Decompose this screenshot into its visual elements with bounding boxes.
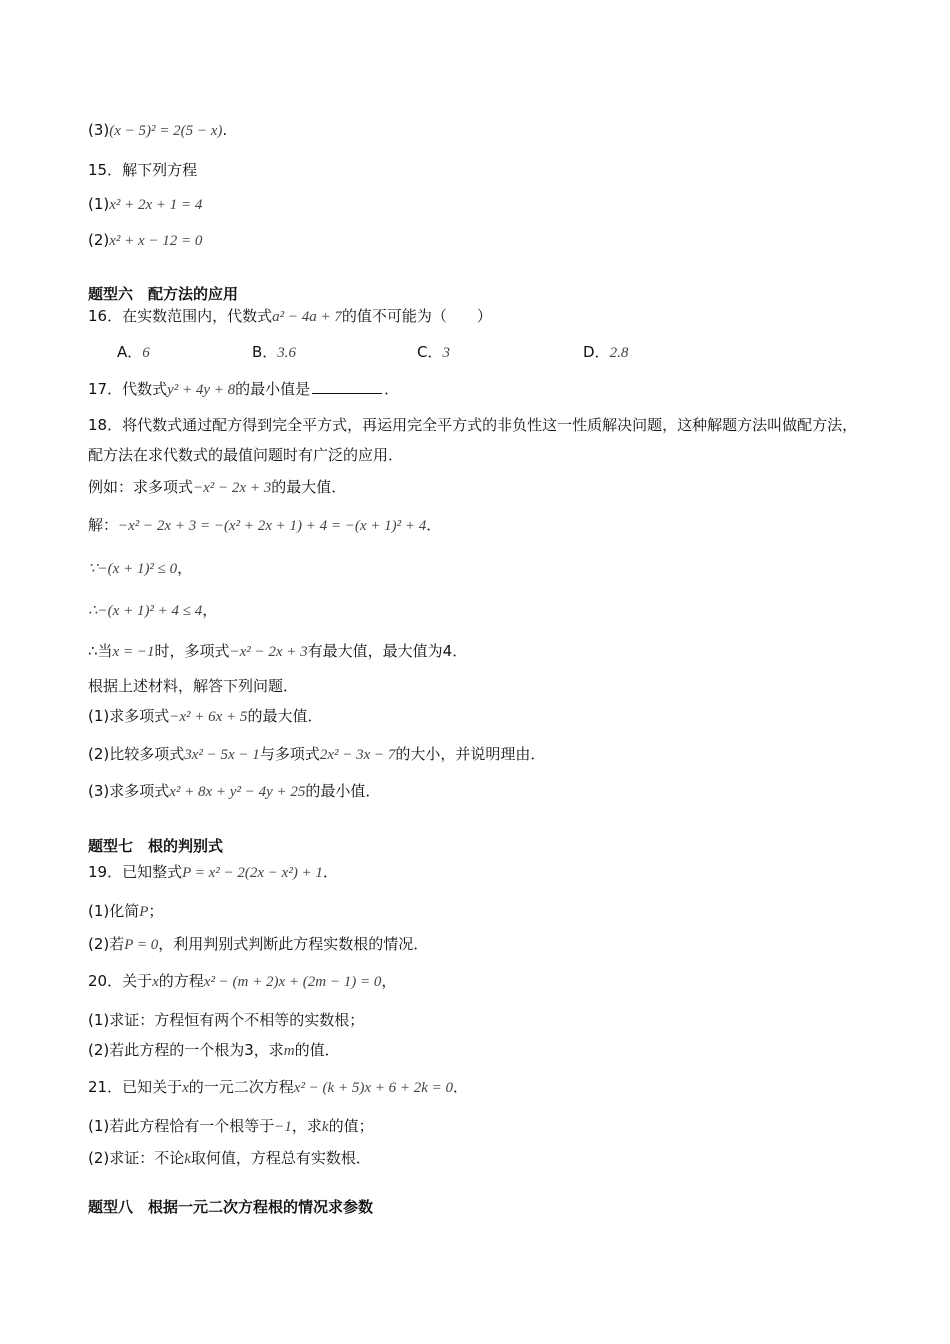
text: ，	[381, 972, 397, 990]
text: 题型六 配方法的应用	[88, 285, 239, 303]
text: (2)若	[88, 935, 125, 953]
text: 的方程	[158, 972, 204, 990]
q18-part2	[88, 744, 545, 765]
equation: P = x² − 2(2x − x²) + 1	[182, 865, 323, 881]
text: (2)若此方程的一个根为3，求	[88, 1041, 284, 1059]
option-b	[252, 342, 296, 363]
option-value: 3.6	[277, 345, 297, 361]
option-label: D．	[583, 343, 610, 361]
text: 的值．	[294, 1041, 340, 1059]
label: (3)	[88, 121, 110, 139]
text: ．	[453, 1078, 469, 1096]
q20-part1	[88, 1010, 364, 1030]
q18-intro	[88, 410, 863, 470]
q19-part1	[88, 901, 163, 922]
text: 的值；	[328, 1117, 374, 1135]
expression: 3x² − 5x − 1	[184, 747, 260, 763]
value: −1	[274, 1119, 292, 1135]
equation: x = −1	[112, 644, 155, 660]
text: (1)化简	[88, 902, 140, 920]
text: 16．在实数范围内，代数式	[88, 307, 273, 325]
text: 时，多项式	[154, 642, 230, 660]
text: 例如：求多项式	[88, 478, 194, 496]
equation: ∴−(x + 1)² + 4 ≤ 4	[88, 603, 203, 619]
text: 题型七 根的判别式	[88, 837, 224, 855]
expression: x² + 8x + y² − 4y + 25	[169, 784, 306, 800]
text: ．	[322, 863, 338, 881]
text: ，利用判别式判断此方程实数根的情况．	[158, 935, 429, 953]
q14-part3	[88, 120, 227, 141]
equation: x² + x − 12 = 0	[109, 233, 203, 249]
solution-step-1	[88, 515, 441, 536]
equation: x² − (k + 5)x + 6 + 2k = 0	[293, 1080, 454, 1096]
expression: 2x² − 3x − 7	[319, 747, 396, 763]
label: (2)	[88, 231, 110, 249]
variable: k	[321, 1119, 329, 1135]
text: 15．解下列方程	[88, 161, 198, 179]
text: (1)若此方程恰有一个根等于	[88, 1117, 275, 1135]
q15-part2	[88, 230, 202, 251]
q21	[88, 1077, 468, 1098]
expression: −x² + 6x + 5	[169, 709, 248, 725]
text: 的最大值．	[271, 478, 347, 496]
text: ，	[177, 559, 193, 577]
variable: k	[184, 1151, 191, 1167]
instructions	[88, 676, 298, 696]
solution-step-2	[88, 558, 192, 579]
expression: −x² − 2x + 3	[229, 644, 308, 660]
text: (2)求证：不论	[88, 1149, 185, 1167]
solution-step-3	[88, 600, 217, 621]
solution-step-4	[88, 641, 467, 662]
section-heading-8	[88, 1197, 373, 1217]
q16	[88, 306, 492, 327]
variable: x	[152, 974, 159, 990]
text: 的最大值．	[247, 707, 323, 725]
option-d	[583, 342, 628, 363]
text: 20．关于	[88, 972, 153, 990]
q19-part2	[88, 934, 428, 955]
q20-part2	[88, 1040, 340, 1061]
text: 有最大值，最大值为4．	[307, 642, 468, 660]
text: 解：	[88, 516, 119, 534]
option-label: C．	[417, 343, 443, 361]
example	[88, 477, 346, 498]
option-value: 3	[442, 345, 450, 361]
text: 的最小值是	[235, 380, 311, 398]
option-c	[417, 342, 450, 363]
option-value: 6	[142, 345, 150, 361]
q18-part1	[88, 706, 322, 727]
q20	[88, 971, 396, 992]
text: 19．已知整式	[88, 863, 183, 881]
text: (1)求多项式	[88, 707, 170, 725]
option-a	[117, 342, 150, 363]
text: (2)比较多项式	[88, 745, 185, 763]
q21-part1	[88, 1116, 374, 1137]
text: ．	[384, 380, 400, 398]
section-heading-7	[88, 836, 223, 856]
text: 与多项式	[259, 745, 320, 763]
q17	[88, 379, 399, 400]
text: ．	[426, 516, 442, 534]
text: 题型八 根据一元二次方程根的情况求参数	[88, 1198, 374, 1216]
option-label: A．	[117, 343, 143, 361]
equation: x² − (m + 2)x + (2m − 1) = 0	[203, 974, 382, 990]
section-heading-6	[88, 284, 238, 304]
text: 17．代数式	[88, 380, 168, 398]
equation: −x² − 2x + 3 = −(x² + 2x + 1) + 4 = −(x + 1)² + 4	[118, 518, 427, 534]
variable: P	[139, 904, 149, 920]
expression: a² − 4a + 7	[272, 309, 342, 325]
text: ，求	[291, 1117, 322, 1135]
equation: P = 0	[124, 937, 159, 953]
text: 的一元二次方程	[188, 1078, 294, 1096]
expression: y² + 4y + 8	[167, 382, 236, 398]
answer-blank	[312, 379, 382, 394]
text: 的值不可能为（ ）	[341, 307, 492, 325]
text: 的最小值．	[305, 782, 381, 800]
variable: x	[182, 1080, 189, 1096]
text: ，	[202, 601, 218, 619]
q15-title	[88, 160, 197, 180]
text: (3)求多项式	[88, 782, 170, 800]
q18-part3	[88, 781, 380, 802]
equation: x² + 2x + 1 = 4	[109, 197, 203, 213]
text: ∴当	[88, 642, 113, 660]
option-label: B．	[252, 343, 278, 361]
expression: −x² − 2x + 3	[193, 480, 272, 496]
label: (1)	[88, 195, 110, 213]
text: 18．将代数式通过配方得到完全平方式，再运用完全平方式的非负性这一性质解决问题，这种解题方法叫做配方法，配方法在求代数式的最值问题时有广泛的应用．	[88, 416, 858, 464]
text: .	[222, 121, 228, 139]
text: 取何值，方程总有实数根．	[190, 1149, 371, 1167]
text: 21．已知关于	[88, 1078, 183, 1096]
q19	[88, 862, 338, 883]
text: ；	[148, 902, 164, 920]
variable: m	[283, 1043, 295, 1059]
text: 根据上述材料，解答下列问题．	[88, 677, 299, 695]
equation: ∵−(x + 1)² ≤ 0	[88, 561, 178, 577]
text: 的大小，并说明理由．	[395, 745, 546, 763]
text: (1)求证：方程恒有两个不相等的实数根；	[88, 1011, 365, 1029]
q21-part2	[88, 1148, 371, 1169]
option-value: 2.8	[609, 345, 629, 361]
q15-part1	[88, 194, 202, 215]
equation: (x − 5)² = 2(5 − x)	[109, 123, 223, 139]
